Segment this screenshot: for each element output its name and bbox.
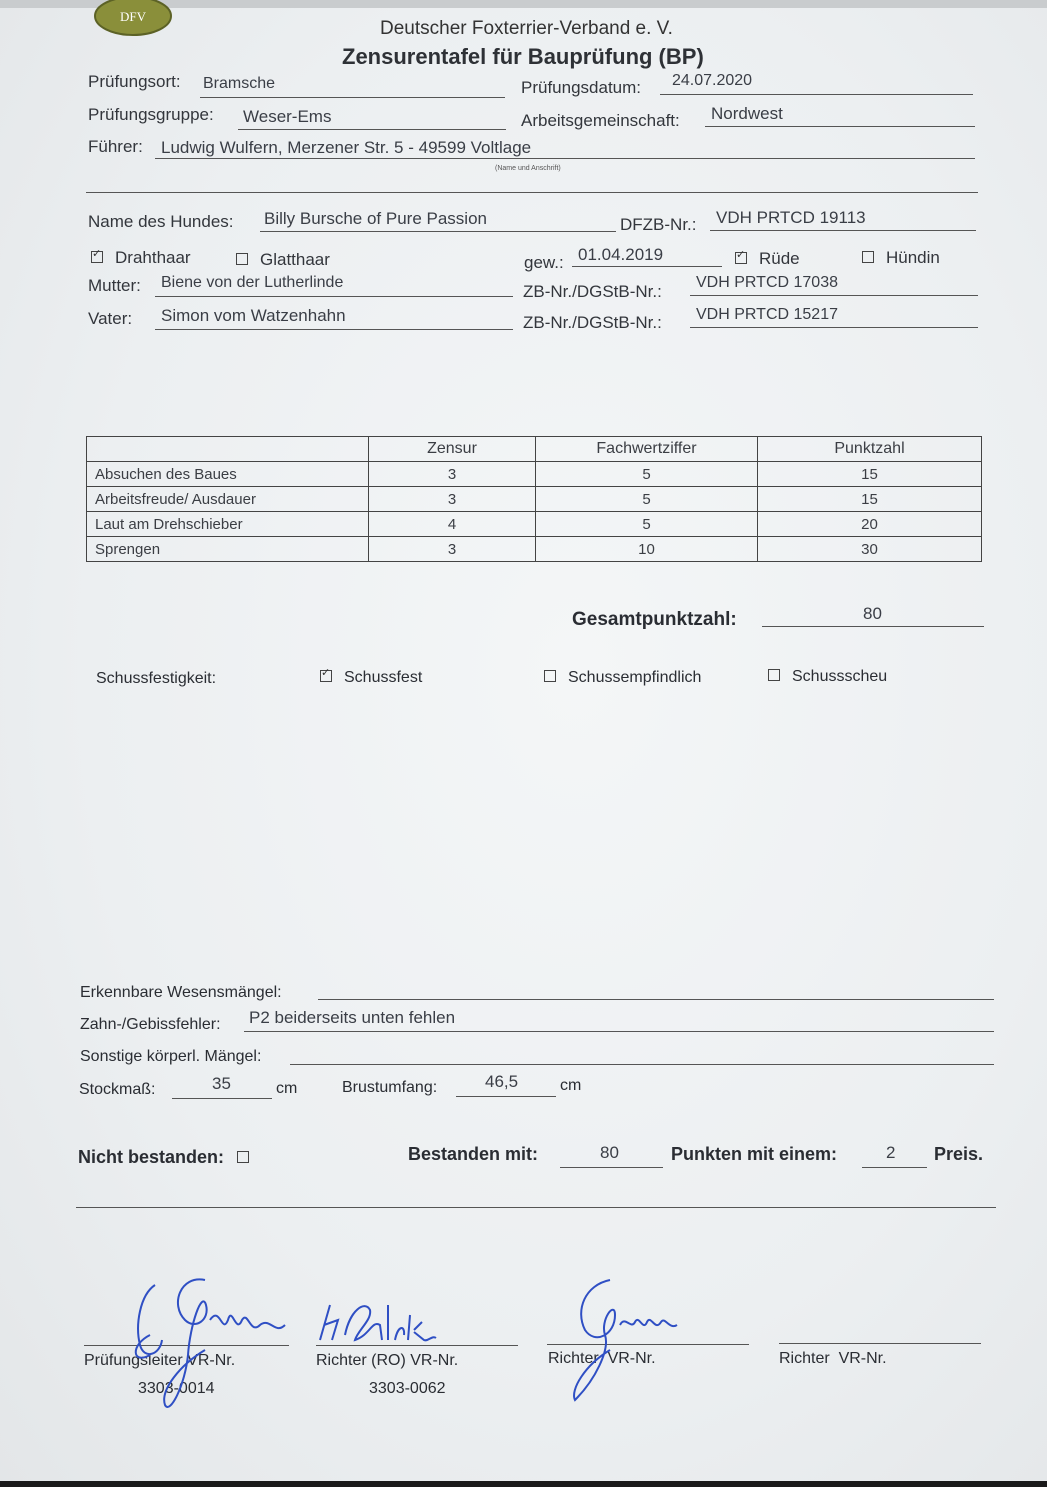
gruppe-line	[238, 129, 506, 130]
schussscheu-label: Schussscheu	[792, 668, 888, 685]
mutter-label: Mutter:	[88, 276, 141, 295]
vater-line	[155, 329, 513, 330]
zahn-line	[244, 1031, 994, 1032]
schussempfindlich-checkbox[interactable]	[544, 670, 556, 682]
nicht-bestanden	[78, 1147, 261, 1168]
table-header-cell: Punktzahl	[758, 437, 982, 462]
sig2-label: Richter (RO) VR-Nr.	[316, 1352, 459, 1369]
preis-line	[862, 1167, 927, 1168]
ag-label: Arbeitsgemeinschaft:	[521, 111, 680, 130]
ort-label: Prüfungsort:	[88, 72, 181, 91]
table-row	[87, 462, 982, 487]
schussfest-checkbox[interactable]	[320, 670, 332, 682]
schussempfindlich-option[interactable]	[544, 669, 701, 687]
punkte-line	[560, 1167, 663, 1168]
gruppe-label: Prüfungsgruppe:	[88, 105, 214, 124]
dfzb-line	[710, 230, 976, 231]
schussfest-option[interactable]	[320, 669, 422, 687]
dfzb-value: VDH PRTCD 19113	[716, 208, 866, 227]
brust-unit: cm	[560, 1077, 582, 1094]
sonst-label: Sonstige körperl. Mängel:	[80, 1048, 262, 1065]
ag-value: Nordwest	[711, 104, 783, 123]
mutter-zb-line	[690, 295, 978, 296]
wesen-label: Erkennbare Wesensmängel:	[80, 984, 282, 1001]
table-cell: 5	[536, 512, 758, 537]
ruede-checkbox[interactable]	[735, 252, 747, 264]
huendin-label: Hündin	[886, 248, 940, 267]
sig4-label: Richter VR-Nr.	[779, 1350, 887, 1367]
table-cell: Sprengen	[87, 537, 369, 562]
vater-zb-label: ZB-Nr./DGStB-Nr.:	[523, 313, 662, 332]
table-cell: 10	[536, 537, 758, 562]
drahthaar-option[interactable]	[91, 248, 191, 268]
form-title: Zensurentafel für Bauprüfung (BP)	[342, 44, 704, 69]
brust-value: 46,5	[485, 1072, 519, 1091]
sig1-label: Prüfungsleiter VR-Nr.	[84, 1352, 236, 1369]
vater-value: Simon vom Watzenhahn	[161, 306, 346, 325]
sig3-label: Richter VR-Nr.	[548, 1350, 656, 1367]
ruede-option[interactable]	[735, 249, 800, 269]
preis-label: Preis.	[934, 1144, 984, 1164]
dfzb-label: DFZB-Nr.:	[620, 215, 697, 234]
mutter-zb-label: ZB-Nr./DGStB-Nr.:	[523, 282, 662, 301]
schussempfindlich-label: Schussempfindlich	[568, 669, 702, 686]
schuss-label: Schussfestigkeit:	[96, 670, 217, 687]
result-line	[76, 1207, 996, 1208]
svg-text:DFV: DFV	[119, 9, 147, 24]
gesamt-label: Gesamtpunktzahl:	[572, 609, 737, 630]
stock-label: Stockmaß:	[79, 1081, 156, 1098]
signature-2	[310, 1280, 450, 1360]
sig2-nr: 3303-0062	[369, 1380, 446, 1397]
table-cell: 4	[369, 512, 536, 537]
huendin-checkbox[interactable]	[862, 251, 874, 263]
table-cell: 15	[758, 462, 982, 487]
bottom-edge	[0, 1481, 1047, 1487]
ort-line	[200, 97, 505, 98]
fuehrer-value: Ludwig Wulfern, Merzener Str. 5 - 49599 Voltlage	[161, 138, 532, 157]
punkte-value: 80	[600, 1143, 619, 1162]
brust-label: Brustumfang:	[342, 1079, 438, 1096]
gew-line	[572, 266, 722, 267]
gesamt-line	[762, 626, 984, 627]
hund-value: Billy Bursche of Pure Passion	[264, 209, 487, 228]
datum-label: Prüfungsdatum:	[521, 78, 642, 97]
table-cell: 15	[758, 487, 982, 512]
sig4-line	[779, 1343, 981, 1344]
gew-value: 01.04.2019	[578, 245, 664, 264]
gruppe-value: Weser-Ems	[243, 107, 332, 126]
table-row	[87, 487, 982, 512]
preis-value: 2	[886, 1143, 896, 1162]
stock-line	[172, 1098, 272, 1099]
table-cell: 5	[536, 487, 758, 512]
ag-line	[705, 126, 975, 127]
vater-zb-line	[690, 327, 978, 328]
address-line	[86, 192, 978, 193]
vater-zb-value: VDH PRTCD 15217	[696, 306, 838, 323]
table-header-cell: Zensur	[369, 437, 536, 462]
mutter-line	[155, 296, 513, 297]
ort-value: Bramsche	[203, 75, 276, 92]
score-table	[86, 436, 982, 562]
huendin-option[interactable]	[862, 248, 940, 268]
signature-1	[110, 1265, 300, 1425]
glatthaar-option[interactable]	[236, 250, 330, 270]
table-cell: Laut am Drehschieber	[87, 512, 369, 537]
signature-3	[555, 1270, 695, 1410]
gesamt-value: 80	[863, 604, 882, 623]
punkten-label: Punkten mit einem:	[671, 1144, 838, 1164]
schussscheu-checkbox[interactable]	[768, 669, 780, 681]
fuehrer-note: (Name und Anschrift)	[495, 165, 561, 172]
table-cell: 3	[369, 487, 536, 512]
sig1-nr: 3303-0014	[138, 1380, 215, 1397]
drahthaar-checkbox[interactable]	[91, 251, 103, 263]
datum-value: 24.07.2020	[672, 72, 753, 89]
glatthaar-label: Glatthaar	[260, 250, 330, 269]
fuehrer-label: Führer:	[88, 137, 143, 156]
datum-line	[660, 94, 973, 95]
zahn-label: Zahn-/Gebissfehler:	[80, 1016, 221, 1033]
zahn-value: P2 beiderseits unten fehlen	[249, 1008, 456, 1027]
drahthaar-label: Drahthaar	[115, 248, 191, 267]
sonst-line	[290, 1064, 994, 1065]
table-header-cell: Fachwertziffer	[536, 437, 758, 462]
table-header-row	[87, 437, 982, 462]
hund-line	[260, 231, 616, 232]
mutter-zb-value: VDH PRTCD 17038	[696, 274, 838, 291]
table-row	[87, 537, 982, 562]
stock-unit: cm	[276, 1080, 298, 1097]
table-cell: 30	[758, 537, 982, 562]
mutter-value: Biene von der Lutherlinde	[161, 274, 344, 291]
logo	[94, 0, 172, 36]
gew-label: gew.:	[524, 253, 564, 272]
hund-label: Name des Hundes:	[88, 212, 234, 231]
nicht-bestanden-checkbox[interactable]	[237, 1151, 249, 1163]
schussfest-label: Schussfest	[344, 669, 423, 686]
table-header-cell	[87, 437, 369, 462]
table-cell: Arbeitsfreude/ Ausdauer	[87, 487, 369, 512]
table-row	[87, 512, 982, 537]
fuehrer-line	[155, 158, 975, 159]
org-name: Deutscher Foxterrier-Verband e. V.	[380, 18, 673, 39]
table-cell: Absuchen des Baues	[87, 462, 369, 487]
vater-label: Vater:	[88, 309, 133, 328]
wesen-line	[318, 999, 994, 1000]
glatthaar-checkbox[interactable]	[236, 253, 248, 265]
ruede-label: Rüde	[759, 249, 800, 268]
table-cell: 20	[758, 512, 982, 537]
nicht-bestanden-label: Nicht bestanden:	[78, 1147, 225, 1167]
table-cell: 5	[536, 462, 758, 487]
bestanden-label: Bestanden mit:	[408, 1144, 539, 1164]
stock-value: 35	[212, 1074, 231, 1093]
table-cell: 3	[369, 537, 536, 562]
table-cell: 3	[369, 462, 536, 487]
schussscheu-option[interactable]	[768, 668, 887, 686]
brust-line	[456, 1096, 556, 1097]
